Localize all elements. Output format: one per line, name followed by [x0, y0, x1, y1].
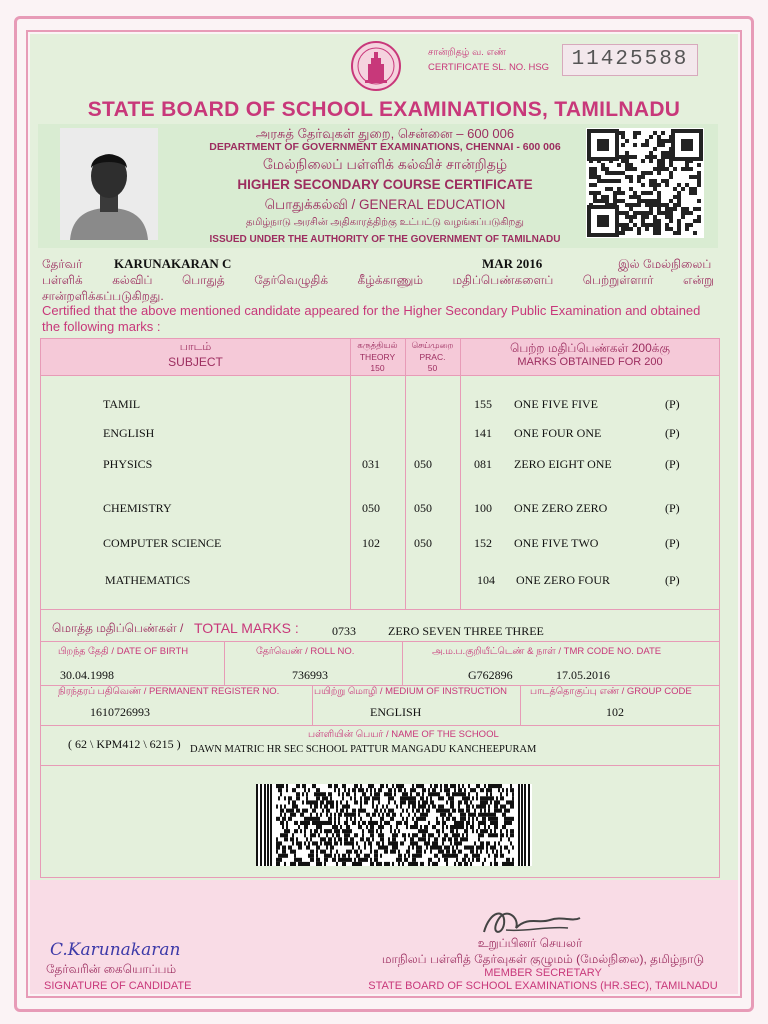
- total-marks-value: 0733: [332, 624, 356, 638]
- row-result: (P): [665, 536, 680, 550]
- row-subject: ENGLISH: [103, 426, 155, 440]
- marks-table: [40, 338, 720, 610]
- total-marks-words: ZERO SEVEN THREE THREE: [388, 624, 544, 638]
- certified-statement: Certified that the above mentioned candidate appeared for the Higher Secondary Public Examination and obtained the following marks :: [42, 303, 701, 334]
- group-code-label: பாடத்தொகுப்பு எண் / GROUP CODE: [530, 686, 692, 697]
- row-total: 152: [474, 536, 492, 550]
- course-english: HIGHER SECONDARY COURSE CERTIFICATE: [237, 177, 533, 192]
- marks-header-tamil: பெற்ற மதிப்பெண்கள் 200க்கு: [509, 341, 671, 355]
- tmr-code: G762896: [468, 668, 513, 682]
- board-name-english: STATE BOARD OF SCHOOL EXAMINATIONS (HR.SEC), TAMILNADU: [368, 980, 718, 992]
- candidate-photo: [60, 128, 158, 240]
- row-total: 141: [474, 426, 492, 440]
- row-total: 155: [474, 397, 492, 411]
- roll-value: 736993: [292, 668, 328, 682]
- details-col-divider: [224, 642, 225, 685]
- row-subject: MATHEMATICS: [105, 573, 191, 587]
- prac-header-tamil: செய்முறை: [411, 340, 454, 350]
- prac-header: PRAC.: [419, 352, 446, 362]
- marks-header: MARKS OBTAINED FOR 200: [517, 356, 663, 368]
- row-words: ONE FOUR ONE: [514, 426, 602, 440]
- row-words: ONE FIVE TWO: [514, 536, 599, 550]
- course-tamil: மேல்நிலைப் பள்ளிக் கல்விச் சான்றிதழ்: [262, 156, 508, 172]
- serial-label: CERTIFICATE SL. NO. HSG: [428, 62, 550, 73]
- row-theory: 050: [362, 501, 380, 515]
- member-secretary-tamil: உறுப்பினர் செயலர்: [477, 936, 583, 950]
- authority-english: ISSUED UNDER THE AUTHORITY OF THE GOVERNMENT OF TAMILNADU: [209, 234, 561, 245]
- row-result: (P): [665, 573, 680, 587]
- prac-max: 50: [427, 363, 438, 373]
- table-col-divider: [460, 338, 461, 610]
- dob-label: பிறந்த தேதி / DATE OF BIRTH: [58, 646, 189, 657]
- subject-header-tamil: பாடம்: [179, 341, 212, 353]
- tamilnadu-emblem-icon: [350, 40, 402, 92]
- details-col-divider: [520, 685, 521, 725]
- total-label: TOTAL MARKS :: [194, 620, 299, 636]
- dept-tamil: அரசுத் தேர்வுகள் துறை, சென்னை – 600 006: [255, 126, 515, 141]
- row-prac: 050: [414, 536, 432, 550]
- details-divider: [40, 725, 720, 726]
- row-total: 104: [477, 573, 495, 587]
- row-result: (P): [665, 501, 680, 515]
- table-col-divider: [350, 338, 351, 610]
- row-subject: COMPUTER SCIENCE: [103, 536, 222, 550]
- row-theory: 102: [362, 536, 380, 550]
- roll-label: தேர்வெண் / ROLL NO.: [256, 646, 355, 657]
- row-words: ONE ZERO ZERO: [514, 501, 608, 515]
- pdf417-barcode-icon: [256, 784, 532, 866]
- group-code-value: 102: [606, 705, 624, 719]
- table-header-divider: [40, 375, 720, 376]
- candidate-signature-label: SIGNATURE OF CANDIDATE: [44, 980, 192, 992]
- row-subject: CHEMISTRY: [103, 501, 172, 515]
- medium-value: ENGLISH: [370, 705, 422, 719]
- row-result: (P): [665, 397, 680, 411]
- row-prac: 050: [414, 501, 432, 515]
- row-total: 100: [474, 501, 492, 515]
- serial-number-box: [562, 44, 698, 76]
- tamil-statement-1: இல் மேல்நிலைப்: [618, 257, 712, 271]
- perm-reg-label: நிரந்தரப் பதிவெண் / PERMANENT REGISTER NO.: [58, 686, 280, 697]
- row-total: 081: [474, 457, 492, 471]
- candidate-signature-label-tamil: தேர்வரின் கையொப்பம்: [46, 962, 177, 976]
- row-result: (P): [665, 457, 680, 471]
- dept-english: DEPARTMENT OF GOVERNMENT EXAMINATIONS, CHENNAI - 600 006: [209, 141, 561, 153]
- row-subject: TAMIL: [103, 397, 141, 411]
- row-subject: PHYSICS: [103, 457, 153, 471]
- dob-value: 30.04.1998: [60, 668, 114, 682]
- details-col-divider: [402, 642, 403, 685]
- medium-label: பயிற்று மொழி / MEDIUM OF INSTRUCTION: [314, 686, 508, 697]
- school-name: DAWN MATRIC HR SEC SCHOOL PATTUR MANGADU KANCHEEPURAM: [190, 744, 537, 755]
- theory-header: THEORY: [359, 352, 396, 362]
- row-theory: 031: [362, 457, 380, 471]
- serial-number: 11425588: [571, 48, 689, 71]
- total-label-tamil: மொத்த மதிப்பெண்கள் /: [52, 621, 184, 635]
- tamil-statement-3: சான்றளிக்கப்படுகிறது.: [42, 289, 164, 303]
- school-code: ( 62 \ KPM412 \ 6215 ): [68, 737, 181, 751]
- details-col-divider: [312, 685, 313, 725]
- row-result: (P): [665, 426, 680, 440]
- school-label: பள்ளியின் பெயர் / NAME OF THE SCHOOL: [308, 729, 499, 740]
- board-title: STATE BOARD OF SCHOOL EXAMINATIONS, TAMILNADU: [87, 98, 681, 121]
- authority-tamil: தமிழ்நாடு அரசின் அதிகாரத்திற்கு உட்பட்டு வழங்கப்படுகிறது: [246, 217, 524, 228]
- member-secretary-label: MEMBER SECRETARY: [484, 967, 602, 979]
- row-prac: 050: [414, 457, 432, 471]
- tmr-label: அ.ம.ப.குறியீட்டெண் & நாள் / TMR CODE NO. DATE: [432, 646, 662, 657]
- table-col-divider: [405, 338, 406, 610]
- tamil-statement-2: பள்ளிக் கல்விப் பொதுத் தேர்வெழுதிக் கீழ்க்காணும் மதிப்பெண்களைப் பெற்றுள்ளார் என்று: [42, 273, 714, 287]
- exam-session: MAR 2016: [482, 256, 543, 271]
- candidate-prefix: தேர்வர்: [42, 257, 83, 271]
- row-words: ZERO EIGHT ONE: [514, 457, 612, 471]
- candidate-name: KARUNAKARAN C: [114, 256, 232, 271]
- row-words: ONE FIVE FIVE: [514, 397, 598, 411]
- tmr-date: 17.05.2016: [556, 668, 610, 682]
- board-name-tamil: மாநிலப் பள்ளித் தேர்வுகள் குழுமம் (மேல்நிலை), தமிழ்நாடு: [381, 952, 705, 966]
- qr-code-icon: [586, 128, 704, 238]
- perm-reg-value: 1610726993: [90, 705, 150, 719]
- candidate-signature: C.Karunakaran: [50, 940, 181, 960]
- subject-header: SUBJECT: [168, 355, 223, 369]
- theory-header-tamil: கருத்தியல்: [357, 340, 398, 350]
- stream-label: பொதுக்கல்வி / GENERAL EDUCATION: [264, 197, 506, 212]
- serial-label-tamil: சான்றிதழ் வ. எண்: [428, 47, 506, 58]
- theory-max: 150: [370, 363, 385, 373]
- row-words: ONE ZERO FOUR: [516, 573, 611, 587]
